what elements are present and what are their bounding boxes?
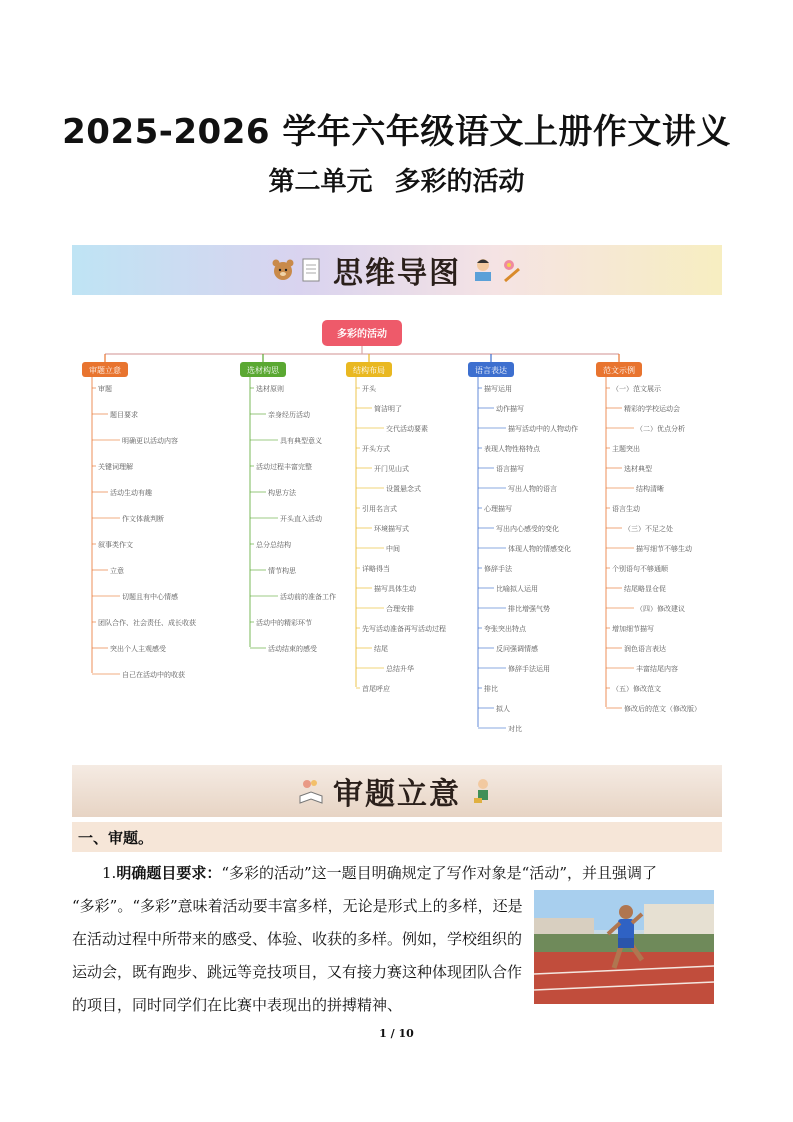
mindmap-item: 描写具体生动 (374, 585, 416, 593)
mindmap-item: 润色语言表达 (624, 645, 666, 653)
mindmap-item: 语言生动 (612, 505, 640, 513)
mindmap-item: （四）修改建议 (636, 605, 685, 613)
paragraph-1 (72, 857, 724, 890)
mindmap-item: （三）不足之处 (624, 525, 673, 533)
mindmap-branch-label: 选材构思 (247, 366, 279, 375)
mindmap-item: 夸张突出特点 (484, 625, 526, 633)
mindmap-item: 修辞手法 (484, 565, 512, 573)
mindmap-item: 排比 (484, 685, 498, 693)
mindmap-item: 切题且有中心情感 (122, 593, 178, 601)
mindmap-item: 选材典型 (624, 465, 652, 473)
mindmap-item: 动作描写 (496, 405, 524, 413)
runner-photo-image (534, 890, 714, 1004)
mindmap-item: 丰富结尾内容 (636, 665, 678, 673)
open-book-icon (297, 776, 325, 806)
mindmap-branch-label: 结构布局 (353, 366, 385, 375)
mindmap-item: 写出内心感受的变化 (496, 525, 559, 533)
mindmap-item: 描写活动中的人物动作 (508, 425, 578, 433)
mindmap-root-label: 多彩的活动 (337, 329, 387, 340)
mindmap-item: 审题 (98, 385, 112, 393)
bear-sticker-icon (269, 255, 297, 285)
document-subtitle (0, 161, 793, 198)
mindmap-item: 中间 (386, 545, 400, 553)
mindmap-item: 描写运用 (484, 385, 512, 393)
mindmap-item: （五）修改范文 (612, 685, 661, 693)
document-title: 2025-2026 学年六年级语文上册作文讲义 (62, 112, 731, 152)
mindmap-item: 个别语句不够通顺 (612, 565, 668, 573)
mindmap-item: 表现人物性格特点 (484, 445, 540, 453)
mindmap-item: 活动前的准备工作 (280, 593, 336, 601)
review-theme-banner (72, 765, 722, 817)
mindmap-item: 明确更以活动内容 (122, 437, 178, 445)
mindmap-item: 描写细节不够生动 (636, 545, 692, 553)
mindmap-item: 排比增强气势 (508, 605, 550, 613)
mindmap-item: 亲身经历活动 (268, 411, 310, 419)
mindmap-item: 总分总结构 (256, 541, 291, 549)
runner-photo (534, 890, 714, 1004)
section-heading: 一、审题。 (78, 828, 154, 847)
mindmap-item: 活动中的精彩环节 (256, 619, 312, 627)
mindmap-item: （一）范文展示 (612, 385, 661, 393)
mindmap-item: 简洁明了 (374, 405, 402, 413)
child-reading-icon (469, 255, 497, 285)
mindmap-item: 拟人 (496, 705, 510, 713)
theme-label: 多彩的活动 (394, 167, 525, 197)
mindmap-item: 活动过程丰富完整 (256, 463, 312, 471)
mindmap-item: 自己在活动中的收获 (122, 671, 185, 679)
mindmap-item: （二）优点分析 (636, 425, 685, 433)
mindmap-item: 情节构思 (268, 567, 296, 575)
mindmap-root-connector (105, 346, 619, 354)
mindmap-item: 语言描写 (496, 465, 524, 473)
mindmap-item: 反问强调情感 (496, 645, 538, 653)
review-banner-title: 审题立意 (333, 777, 461, 812)
mindmap-item: 开头方式 (362, 445, 390, 453)
mindmap-item: 交代活动要素 (386, 425, 428, 433)
page-number: 1 / 10 (379, 1027, 414, 1040)
mindmap-item: 体现人物的情感变化 (508, 545, 571, 553)
mindmap-item: 先写活动准备再写活动过程 (362, 625, 446, 633)
mindmap-item: 突出个人主观感受 (110, 645, 166, 653)
mindmap-item: 开头直入活动 (280, 515, 322, 523)
mindmap-item: 叙事类作文 (98, 541, 133, 549)
mindmap-banner (72, 245, 722, 295)
unit-label: 第二单元 (268, 167, 373, 197)
mindmap-item: 活动结束的感受 (268, 645, 317, 653)
mind-map (76, 312, 724, 752)
mindmap-item: 修辞手法运用 (508, 665, 550, 673)
mindmap-item: 写出人物的语言 (508, 485, 557, 493)
mindmap-item: 活动生动有趣 (110, 489, 152, 497)
paragraph-1-lead: 1. (102, 864, 117, 882)
mindmap-item: 具有典型意义 (280, 437, 322, 445)
mindmap-banner-title: 思维导图 (333, 256, 461, 291)
paragraph-1-text: “多彩的活动”这一题目明确规定了写作对象是“活动”，并且强调了 (221, 864, 658, 882)
mindmap-branch-label: 语言表达 (475, 366, 507, 375)
mindmap-item: 选材原则 (256, 385, 284, 393)
mindmap-item: 关键词理解 (98, 463, 133, 471)
mindmap-item: 开头 (362, 385, 376, 393)
mindmap-item: 主题突出 (612, 445, 640, 453)
mindmap-item: 结尾略显仓促 (624, 585, 666, 593)
mindmap-branch-label: 范文示例 (603, 366, 635, 375)
mindmap-item: 团队合作、社会责任、成长收获 (98, 619, 196, 627)
section-heading-bar (72, 822, 722, 852)
mindmap-item: 结尾 (374, 645, 388, 653)
mindmap-item: 详略得当 (362, 565, 390, 573)
mindmap-item: 开门见山式 (374, 465, 409, 473)
mindmap-item: 构思方法 (268, 489, 296, 497)
mindmap-item: 比喻拟人运用 (496, 585, 538, 593)
mindmap-item: 增加细节描写 (612, 625, 654, 633)
mindmap-item: 结构清晰 (636, 485, 664, 493)
mindmap-item: 引用名言式 (362, 505, 397, 513)
mindmap-item: 精彩的学校运动会 (624, 405, 680, 413)
mindmap-item: 题目要求 (110, 411, 138, 419)
mindmap-item: 设置悬念式 (386, 485, 421, 493)
paragraph-2: “多彩”。“多彩”意味着活动要丰富多样，无论是形式上的多样，还是在活动过程中所带来的感受、体验、收获的多样。例如，学校组织的运动会，既有跑步、跳远等竞技项目，又有接力赛这种体现团队合作的项目，同时同学们在比赛中表现出的拼搏精神、 (72, 897, 523, 1014)
student-figure-icon (469, 776, 497, 806)
paragraph-1-bold: 明确题目要求： (116, 864, 222, 882)
mindmap-branch-label: 审题立意 (89, 366, 121, 375)
mindmap-item: 总结升华 (386, 665, 414, 673)
mindmap-item: 首尾呼应 (362, 685, 390, 693)
notepad-icon (297, 255, 325, 285)
mindmap-item: 环境描写式 (374, 525, 409, 533)
mindmap-item: 心理描写 (484, 505, 512, 513)
mindmap-item: 对比 (508, 725, 522, 733)
mindmap-item: 合理安排 (386, 605, 414, 613)
mindmap-item: 修改后的范文（修改版） (624, 705, 701, 713)
mindmap-item: 立意 (110, 567, 124, 575)
flower-pencil-icon (497, 255, 525, 285)
mindmap-item: 作文体裁判断 (122, 515, 164, 523)
